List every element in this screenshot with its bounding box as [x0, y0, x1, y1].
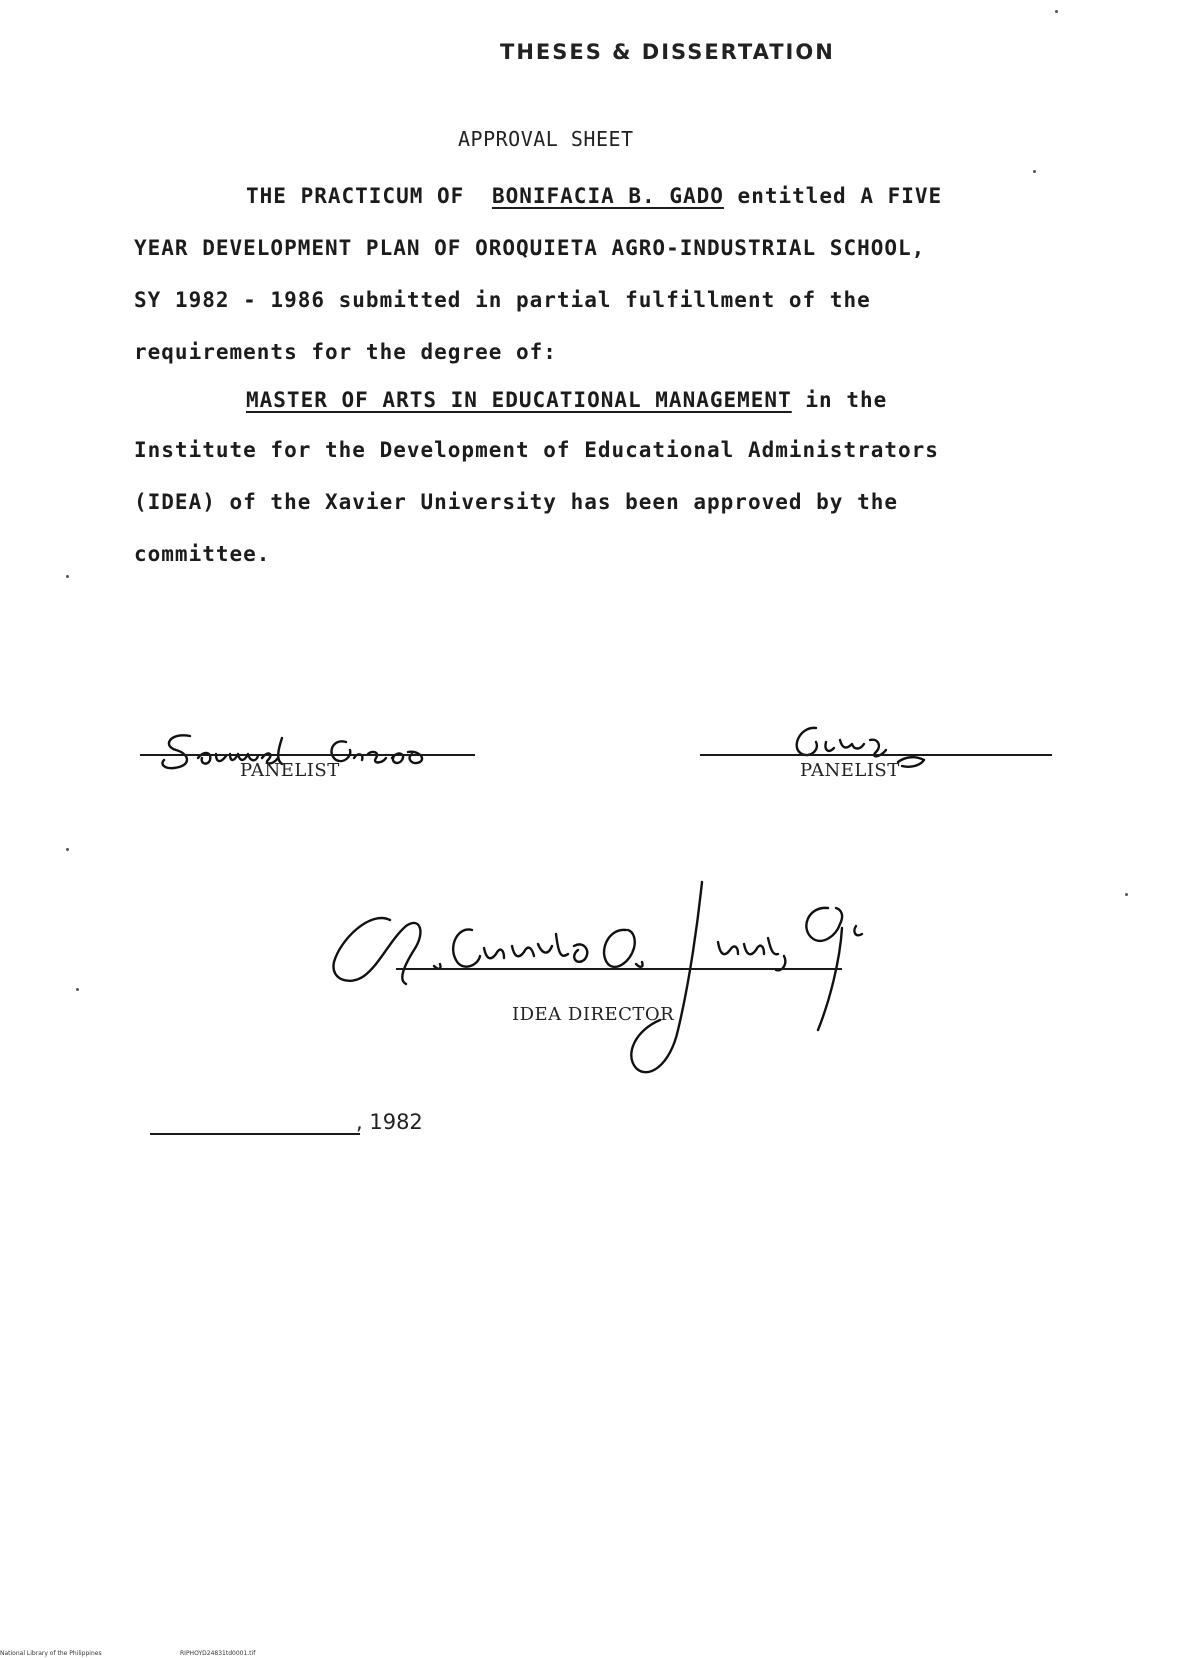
para2-line2: Institute for the Development of Educational Administrators — [134, 438, 939, 462]
practicum-of-text: THE PRACTICUM OF — [246, 184, 465, 208]
author-name: BONIFACIA B. GADO — [491, 184, 724, 208]
in-the-text: in the — [805, 388, 888, 412]
scan-speck — [66, 575, 69, 578]
panelist-right-line — [700, 754, 1052, 756]
scan-speck — [1055, 10, 1058, 13]
panelist-left-line — [140, 754, 475, 756]
para1-line4: requirements for the degree of: — [134, 340, 557, 364]
theses-dissertation-stamp: THESES & DISSERTATION — [500, 40, 835, 64]
director-label: IDEA DIRECTOR — [512, 1004, 675, 1025]
para2-line3: (IDEA) of the Xavier University has been approved by the — [134, 490, 899, 514]
scan-speck — [1033, 170, 1036, 173]
date-year: , 1982 — [356, 1110, 423, 1134]
para1-line1 — [246, 184, 942, 208]
entitled-text: entitled A FIVE — [737, 184, 943, 208]
director-line — [396, 968, 842, 970]
para2-line1 — [246, 388, 887, 412]
scan-speck — [66, 848, 69, 851]
scan-speck — [76, 988, 79, 991]
para1-line3: SY 1982 - 1986 submitted in partial fulfillment of the — [134, 288, 871, 312]
director-signature — [330, 880, 930, 1090]
degree-name: MASTER OF ARTS IN EDUCATIONAL MANAGEMENT — [246, 388, 792, 412]
para1-line2: YEAR DEVELOPMENT PLAN OF OROQUIETA AGRO-INDUSTRIAL SCHOOL, — [134, 236, 926, 260]
document-title: APPROVAL SHEET — [458, 127, 634, 151]
para2-line4: committee. — [134, 542, 271, 566]
date-blank-line — [150, 1133, 360, 1135]
footer-filename: RIPHOYD24831td0001.tif — [180, 1650, 256, 1657]
panelist-left-label: PANELIST — [240, 760, 340, 781]
footer-library: National Library of the Philippines — [0, 1650, 102, 1657]
panelist-right-label: PANELIST — [800, 760, 900, 781]
scan-speck — [1125, 893, 1128, 896]
